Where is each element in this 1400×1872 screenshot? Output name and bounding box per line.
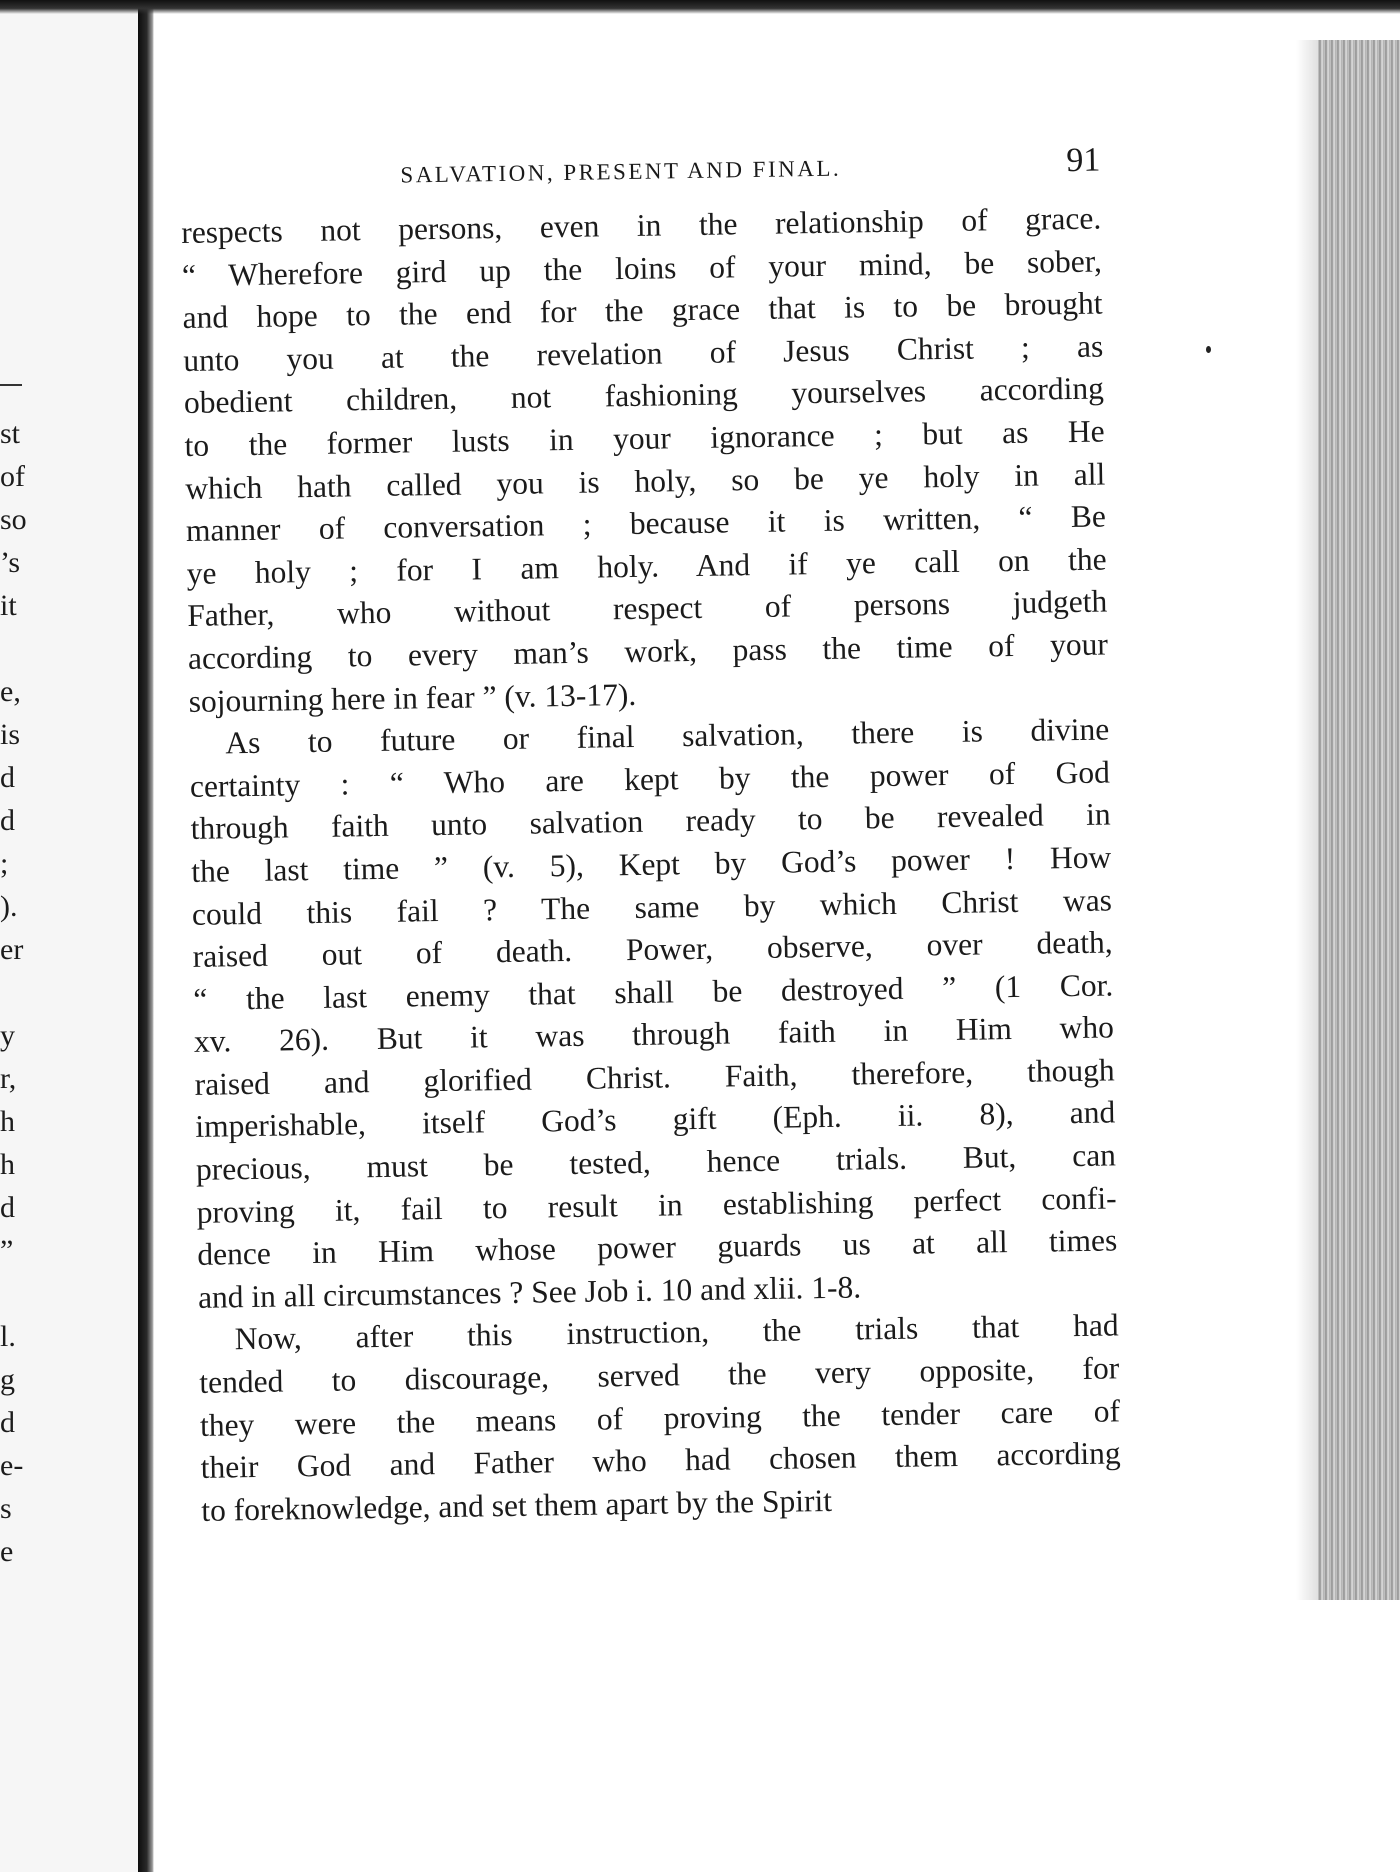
facing-page-fragment bbox=[0, 971, 40, 1014]
facing-page-fragment: ; bbox=[0, 847, 9, 880]
text-line: tended to discourage, served the very opposite, for bbox=[199, 1350, 1120, 1400]
text-line: dence in Him whose power guards us at all times bbox=[197, 1222, 1118, 1273]
text-line: they were the means of proving the tender care of bbox=[199, 1393, 1121, 1443]
facing-page-fragment bbox=[0, 627, 40, 670]
text-line: raised and glorified Christ. Faith, therefore, though bbox=[194, 1052, 1115, 1102]
text-line: obedient children, not fashioning yourselves according bbox=[183, 370, 1105, 421]
text-line: which hath called you is holy, so be ye holy in all bbox=[185, 456, 1106, 506]
facing-page-fragment: d bbox=[0, 804, 15, 837]
facing-page-fragment: r, bbox=[0, 1062, 17, 1095]
facing-page-fragment: ’s bbox=[0, 546, 21, 579]
text-line: “ Wherefore gird up the loins of your mind, be sober, bbox=[181, 243, 1103, 293]
text-line: the last time ” (v. 5), Kept by God’s power ! How bbox=[191, 839, 1112, 889]
text-line: to foreknowledge, and set them apart by the Spirit bbox=[201, 1482, 833, 1528]
text-line: certainty : “ Who are kept by the power of God bbox=[189, 754, 1111, 804]
text-line: raised out of death. Power, observe, over death, bbox=[192, 924, 1113, 974]
facing-page-rule bbox=[0, 384, 22, 386]
facing-page-fragment: d bbox=[0, 761, 15, 794]
page-stack-edge bbox=[1318, 40, 1400, 1600]
page-content bbox=[180, 136, 1122, 1533]
text-line: precious, must be tested, hence trials. But, can bbox=[195, 1137, 1117, 1187]
text-line: Now, after this instruction, the trials that had bbox=[234, 1307, 1119, 1357]
facing-page-fragment: so bbox=[0, 503, 27, 536]
body-text bbox=[181, 198, 1122, 1533]
text-line: through faith unto salvation ready to be revealed in bbox=[190, 796, 1111, 847]
book-gutter bbox=[138, 0, 154, 1872]
text-line: and hope to the end for the grace that is to be brought bbox=[182, 285, 1103, 336]
paragraph bbox=[198, 1305, 1121, 1532]
ink-speck bbox=[1206, 346, 1211, 353]
facing-page-fragment: h bbox=[0, 1105, 15, 1138]
text-line: to the former lusts in your ignorance ; but as He bbox=[184, 413, 1105, 463]
text-line: and in all circumstances ? See Job i. 10 and xlii. 1-8. bbox=[197, 1269, 862, 1315]
text-line: ye holy ; for I am holy. And if ye call on the bbox=[186, 541, 1107, 591]
text-line: sojourning here in fear ” (v. 13-17). bbox=[188, 676, 637, 719]
text-line: imperishable, itself God’s gift (Eph. ii. 8), and bbox=[195, 1094, 1116, 1145]
facing-page-fragment: ). bbox=[0, 890, 18, 923]
facing-page-fragment bbox=[0, 1272, 40, 1315]
facing-page-fragment: d bbox=[0, 1406, 15, 1439]
facing-page-fragment: it bbox=[0, 589, 17, 622]
facing-page-fragment: y bbox=[0, 1019, 15, 1052]
facing-page-fragment: h bbox=[0, 1148, 15, 1181]
facing-page-fragment: s bbox=[0, 1492, 12, 1525]
facing-page-fragment: e bbox=[0, 1535, 14, 1568]
text-line: according to every man’s work, pass the time of your bbox=[187, 626, 1109, 676]
text-line: unto you at the revelation of Jesus Christ ; as bbox=[183, 328, 1104, 378]
paragraph bbox=[181, 198, 1109, 724]
facing-page-text-fragments bbox=[0, 412, 40, 1573]
facing-page-fragment: er bbox=[0, 933, 24, 966]
facing-page-fragment: e, bbox=[0, 675, 21, 708]
text-line: Father, who without respect of persons judgeth bbox=[187, 583, 1108, 634]
facing-page-fragment: of bbox=[0, 460, 25, 493]
text-line: xv. 26). But it was through faith in Him who bbox=[193, 1009, 1115, 1060]
text-line: manner of conversation ; because it is written, “ Be bbox=[185, 498, 1107, 549]
page-edge-shadow bbox=[1296, 40, 1318, 1600]
facing-page-fragment: is bbox=[0, 718, 21, 751]
header-title: SALVATION, PRESENT AND FINAL. bbox=[400, 155, 842, 188]
facing-page-fragment: l. bbox=[0, 1320, 16, 1353]
facing-page bbox=[0, 0, 138, 1872]
text-line: respects not persons, even in the relationship of grace. bbox=[181, 200, 1102, 250]
text-line: “ the last enemy that shall be destroyed ” (1 Cor. bbox=[193, 967, 1114, 1017]
paragraph bbox=[189, 709, 1118, 1320]
facing-page-fragment: e- bbox=[0, 1449, 24, 1482]
text-line: As to future or final salvation, there is divine bbox=[225, 711, 1110, 761]
page-number: 91 bbox=[1065, 141, 1101, 180]
facing-page-fragment: d bbox=[0, 1191, 15, 1224]
facing-page-fragment: ” bbox=[0, 1234, 14, 1267]
facing-page-fragment: g bbox=[0, 1363, 15, 1396]
text-line: proving it, fail to result in establishing perfect confi- bbox=[196, 1180, 1117, 1230]
text-line: their God and Father who had chosen them according bbox=[200, 1435, 1121, 1486]
scan-top-shadow bbox=[0, 0, 1400, 14]
text-line: could this fail ? The same by which Christ was bbox=[191, 881, 1113, 932]
facing-page-fragment: st bbox=[0, 417, 21, 450]
